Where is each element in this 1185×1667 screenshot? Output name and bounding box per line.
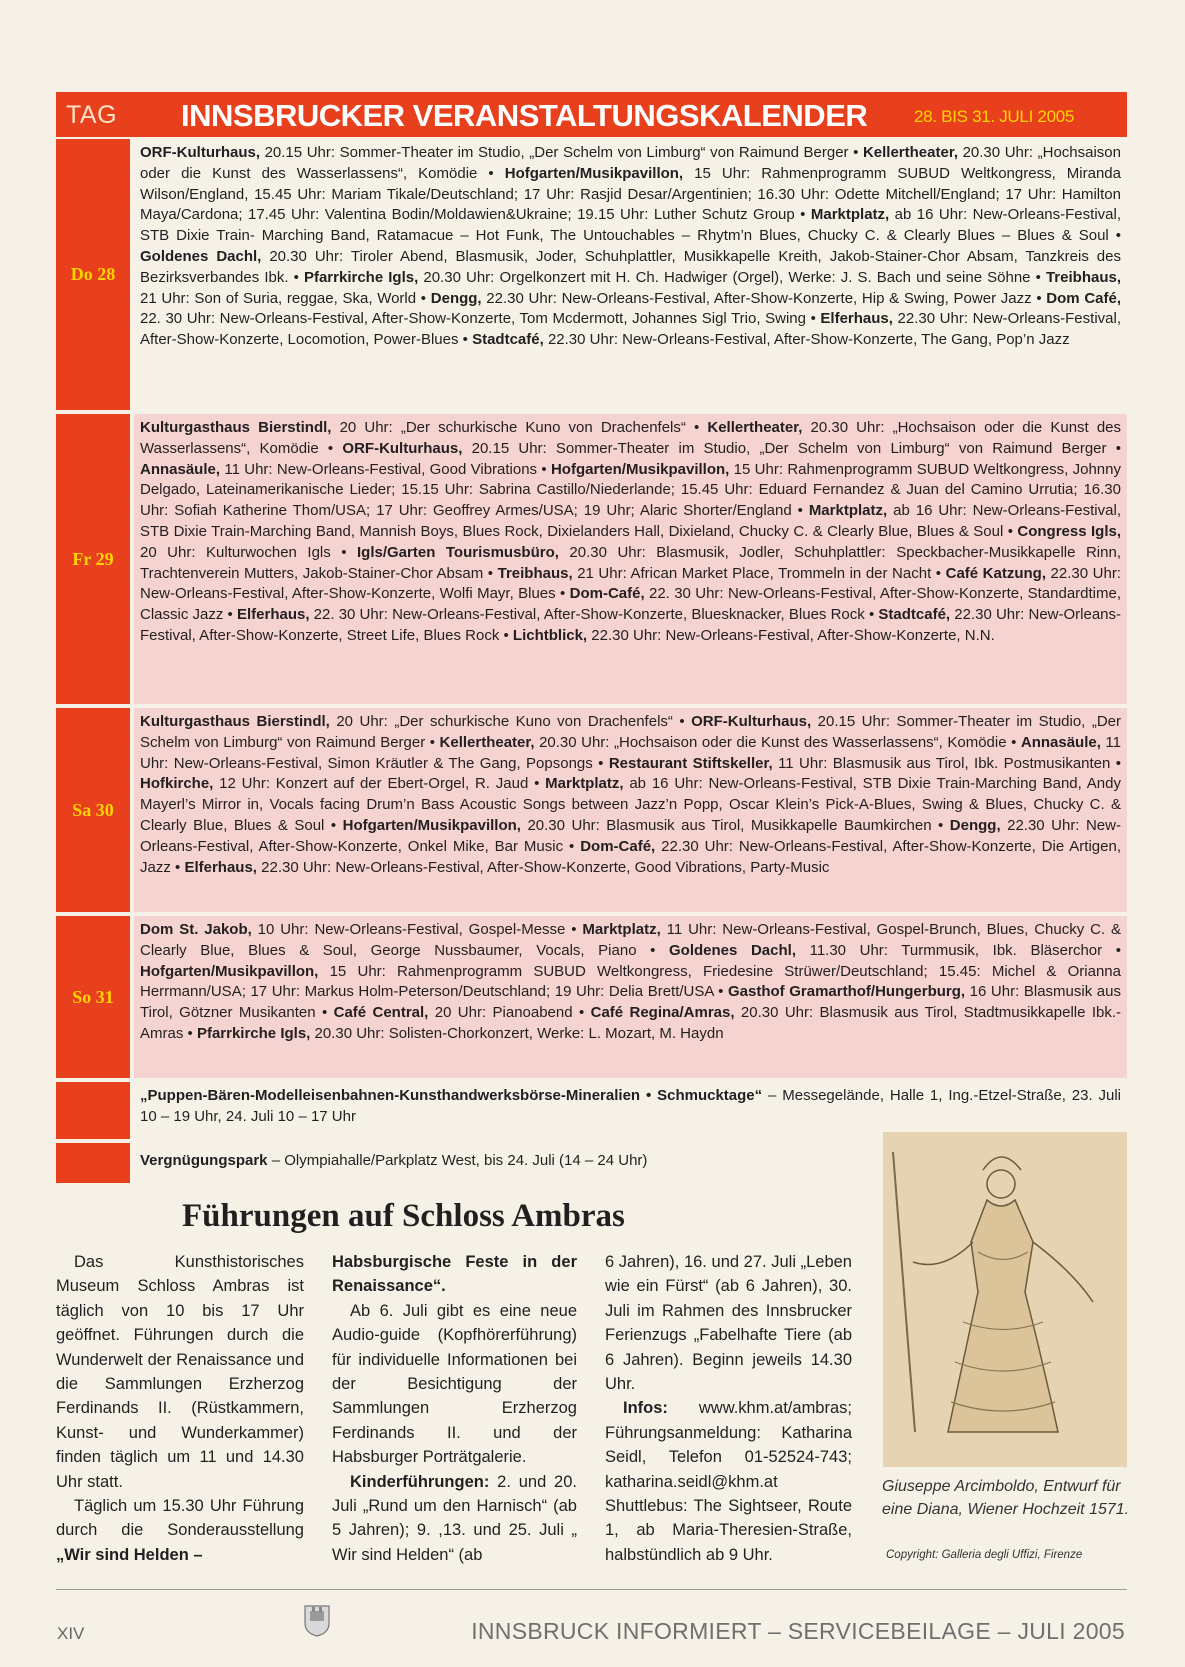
venue-name: ORF-Kulturhaus, (342, 439, 463, 457)
venue-name: Kulturgasthaus Bierstindl, (140, 419, 332, 436)
venue-name: Restaurant Stiftskeller, (608, 754, 773, 772)
article-bold: Infos: (623, 1399, 668, 1418)
extra-content (134, 1143, 851, 1183)
event-text: ab 16 Uhr: New-Orleans-Festival, STB Dixie Train- Marching Band, Ratamacue – Hot Funk, The Untouchables – Rhytm’n Blues, Chucky C. & Clearly Blues – Blues & Soul (140, 206, 1121, 245)
event-text: 20 Uhr: Kulturwochen Igls (140, 543, 331, 561)
venue-name: Elferhaus, (236, 606, 310, 624)
venue-name: Stadtcafé, (472, 331, 544, 349)
city-crest-icon (304, 1603, 330, 1637)
event-text: 20 Uhr: „Der schurkische Kuno von Drachenfels“ (331, 419, 686, 436)
bullet-separator: • (1106, 439, 1121, 457)
article-paragraph: 6 Jahren), 16. und 27. Juli „Leben wie ein Fürst“ (ab 6 Jahren), 30. Juli im Rahmen des Innsbrucker Ferienzugs „Fabelhafte Tiere (ab 6 Jahren). Beginn jeweils 14.30 Uhr. (605, 1253, 852, 1394)
extra-text: – Messegelände, Halle 1, Ing.-Etzel-Straße, 23. Juli 10 – 19 Uhr, 24. Juli 10 – 17 Uhr (140, 1087, 1121, 1125)
event-text: 20.30 Uhr: Blasmusik aus Tirol, Musikkapelle Baumkirchen (520, 816, 932, 834)
event-text: 20.30 Uhr: „Hochsaison oder die Kunst des Wasserlassens“, Komödie (534, 733, 1007, 751)
day-label: Do 28 (56, 139, 130, 410)
article-column-2 (332, 1250, 577, 1567)
diana-drawing (883, 1132, 1127, 1467)
page-number: XIV (57, 1624, 85, 1643)
extra-row-park (56, 1143, 851, 1183)
venue-name: Lichtblick, (512, 626, 588, 644)
venue-name: Hofgarten/Musikpavillon, (504, 164, 684, 182)
bullet-separator: • (537, 460, 551, 478)
event-text: 15 Uhr: Rahmenprogramm SUBUD Weltkongress, Johnny Delgado, Lateinamerikanische Lieder; 15.15 Uhr: Sabrina Castillo/Niederlande; 15.45 Uhr: Eduard Fernandez & Juan del Camino Urrutia; 16.30 Uhr: Sofiah Katherine Thom/USA; 17 Uhr: Geoffrey Armes/USA; 19 Uhr; Alaric Shorter/England (140, 460, 1121, 520)
bullet-separator: • (592, 754, 609, 772)
event-text: 20 Uhr: „Der schurkische Kuno von Drachenfels“ (329, 713, 673, 730)
event-text: 22.30 Uhr: New-Orleans-Festival, After-Show-Konzerte, N.N. (587, 626, 995, 644)
event-text: 11 Uhr: Blasmusik aus Tirol, Ibk. Postmusikanten (772, 754, 1111, 772)
day-content (134, 916, 1127, 1078)
article-text: Täglich um 15.30 Uhr Führung durch die Sonderausstellung (56, 1497, 304, 1540)
bullet-separator: • (805, 310, 821, 328)
venue-name: Dom-Café, (580, 837, 656, 855)
day-label: Sa 30 (56, 708, 130, 912)
bullet-separator: • (672, 713, 692, 730)
bullet-separator: • (931, 564, 946, 582)
event-text: 20.15 Uhr: Sommer-Theater im Studio, „Der Schelm von Limburg“ von Raimund Berger (462, 439, 1107, 457)
venue-name: Marktplatz, (810, 206, 890, 224)
event-text: ab 16 Uhr: New-Orleans-Festival, STB Dixie Train-Marching Band, Mannish Boys, Blues Rock, Dixielanders Hall, Dixieland, Chucky C. & Clearly Blue, Blues & Soul (140, 502, 1121, 540)
event-text: ab 16 Uhr: New-Orleans-Festival, STB Dixie Train-Marching Band, Andy Mayerl’s Mirror in, Vocals facing Drum’n Bass Acoustic Songs between Jazz’n Popp, Oscar Klein’s Pick-A-Blues, Swing & Blues, Chucky C. & Clearly Blue, Blues & Soul (140, 775, 1121, 834)
day-row-fr29 (56, 414, 1127, 704)
day-content (134, 708, 1127, 912)
event-text: 22. 30 Uhr: New-Orleans-Festival, After-Show-Konzerte, Bluesknacker, Blues Rock (309, 606, 865, 624)
article-paragraph (605, 1396, 852, 1567)
event-text: 20 Uhr: Pianoabend (428, 1004, 573, 1022)
event-text: 22.30 Uhr: New-Orleans-Festival, After-Show-Konzerte, Die Artigen, Jazz (140, 837, 1121, 876)
bullet-separator: • (416, 289, 431, 307)
venue-name: Annasäule, (1020, 733, 1101, 751)
bullet-separator: • (931, 816, 950, 834)
event-text: 20.15 Uhr: Sommer-Theater im Studio, „Der Schelm von Limburg“ von Raimund Berger (260, 144, 849, 161)
venue-name: Café Central, (333, 1004, 429, 1022)
event-text: 20.30 Uhr: „Hochsaison oder die Kunst des Wasserlassens“, Komödie (140, 144, 1121, 182)
extra-text: – Olympiahalle/Parkplatz West, bis 24. Juli (14 – 24 Uhr) (267, 1152, 648, 1169)
day-label-empty (56, 1082, 130, 1139)
event-text: 22. 30 Uhr: New-Orleans-Festival, After-Show-Konzerte, Tom Mcdermott, Johannes Sigl Trio, Swing (140, 310, 806, 328)
venue-name: Dom Café, (1046, 289, 1121, 307)
bullet-separator: • (318, 439, 343, 457)
article-bold: Kinderführungen: (350, 1472, 490, 1491)
bullet-separator: • (848, 144, 863, 161)
article-column-1 (56, 1250, 304, 1567)
bullet-separator: • (458, 331, 473, 349)
venue-name: Pfarrkirche Igls, (303, 268, 419, 286)
event-text: 20.15 Uhr: Sommer-Theater im Studio, „Der Schelm von Limburg“ von Raimund Berger (140, 713, 1121, 751)
bullet-separator: • (1003, 522, 1018, 540)
day-label: So 31 (56, 916, 130, 1078)
bullet-separator: • (183, 1024, 197, 1042)
event-text: 11 Uhr: New-Orleans-Festival, Good Vibrations (220, 460, 538, 478)
diana-figure-icon (883, 1132, 1127, 1467)
event-text: 21 Uhr: African Market Place, Trommeln in der Nacht (572, 564, 932, 582)
event-text: 20.30 Uhr: Blasmusik, Jodler, Schuhplattler: Speckbacher-Musikkapelle Rinn, Trachtenverein Mutters, Jakob-Stainer-Chor Absam (140, 543, 1121, 582)
article-bold: Habsburgische Feste in der Renaissance“. (332, 1253, 577, 1296)
venue-name: Goldenes Dachl, (669, 941, 796, 959)
bullet-separator: • (499, 626, 513, 644)
venue-name: Marktplatz, (808, 502, 888, 520)
venue-name: Kulturgasthaus Bierstindl, (140, 713, 330, 730)
venue-name: Gasthof Gramarthof/Hungerburg, (727, 983, 966, 1001)
venue-name: Annasäule, (140, 460, 221, 478)
venue-name: Marktplatz, (582, 921, 661, 938)
footer-divider (56, 1589, 1127, 1590)
event-text: 20.30 Uhr: Blasmusik aus Tirol, Stadtmusikkapelle Ibk.-Amras (140, 1004, 1121, 1042)
venue-name: Hofkirche, (140, 775, 214, 793)
event-text: 16 Uhr: Blasmusik aus Tirol, Götzner Musikanten (140, 983, 1121, 1022)
event-text: 22. 30 Uhr: New-Orleans-Festival, After-Show-Konzerte, Standardtime, Classic Jazz (140, 585, 1122, 624)
bullet-separator: • (1110, 754, 1122, 772)
day-content (134, 414, 1127, 704)
event-text: 11 Uhr: New-Orleans-Festival, Gospel-Brunch, Blues, Chucky C. & Clearly Blue, Blues & Soul, George Nussbaumer, Vocals, Piano (140, 921, 1121, 959)
venue-name: Pfarrkirche Igls, (196, 1024, 311, 1042)
article-paragraph (56, 1494, 304, 1567)
event-text: 11 Uhr: New-Orleans-Festival, Simon Kräutler & The Gang, Popsongs (140, 733, 1121, 772)
article-text: 2. und 20. Juli „Rund um den Harnisch“ (ab 5 Jahren); 9. ,13. und 25. Juli „ Wir sind Helden“ (ab (332, 1472, 577, 1564)
day-row-sa30 (56, 708, 1127, 912)
event-text: 20.30 Uhr: Solisten-Chorkonzert, Werke: L. Mozart, M. Haydn (310, 1024, 724, 1042)
event-text: 10 Uhr: New-Orleans-Festival, Gospel-Messe (251, 921, 566, 938)
venue-name: Congress Igls, (1017, 522, 1122, 540)
bullet-separator: • (636, 941, 670, 959)
bullet-separator: • (483, 564, 498, 582)
bullet-separator: • (864, 606, 879, 624)
header-dates: 28. BIS 31. JULI 2005 (914, 107, 1075, 126)
bullet-separator: • (315, 1004, 334, 1022)
bullet-separator: • (791, 502, 809, 520)
bullet-separator: • (170, 858, 185, 876)
venue-name: Stadtcafé, (878, 606, 951, 624)
bullet-separator: • (572, 1004, 591, 1022)
venue-name: Igls/Garten Tourismusbüro, (357, 543, 559, 561)
venue-name: Café Regina/Amras, (590, 1004, 735, 1022)
venue-name: Dengg, (949, 816, 1001, 834)
header-tag: TAG (66, 101, 118, 129)
article-paragraph: Ab 6. Juli gibt es eine neue Audio-guide (Kopfhörerführung) für individuelle Informationen bei der Besichtigung der Sammlungen Erzherzog Ferdinands II. und der Habsburger Porträtgalerie. (332, 1301, 577, 1467)
article-subhead (332, 1250, 577, 1299)
event-text: 21 Uhr: Son of Suria, reggae, Ska, World (140, 289, 417, 307)
image-copyright: Copyright: Galleria degli Uffizi, Firenze (886, 1549, 1083, 1561)
event-text: 11.30 Uhr: Turmmusik, Ibk. Bläserchor (795, 941, 1103, 959)
bullet-separator: • (425, 733, 440, 751)
event-text: 22.30 Uhr: New-Orleans-Festival, After-Show-Konzerte, Onkel Mike, Bar Music (140, 816, 1121, 855)
image-caption: Giuseppe Arcimboldo, Entwurf für eine Diana, Wiener Hochzeit 1571. (882, 1478, 1130, 1518)
event-text: 22.30 Uhr: New-Orleans-Festival, After-Show-Konzerte, Hip & Swing, Power Jazz (481, 289, 1032, 307)
bullet-separator: • (1030, 268, 1046, 286)
extra-content (134, 1082, 1127, 1139)
event-text: 15 Uhr: Rahmenprogramm SUBUD Weltkongress, Miranda Wilson/England, 15.45 Uhr: Mariam Tikale/Deutschland; 17 Uhr: Rasjid Desar/Argentinien; 16.30 Uhr: Odette Mitchell/England; 17 Uhr: Hamilton Maya/Cardona; 17.45 Uhr: Valentina Bodin/Moldawien&Ukraine; 19.15 Uhr: Luther Schutz Group (140, 164, 1121, 224)
event-text: 12 Uhr: Konzert auf der Ebert-Orgel, R. Jaud (213, 775, 529, 793)
venue-name: Treibhaus, (1045, 268, 1121, 286)
venue-name: Goldenes Dachl, (140, 247, 262, 265)
article-paragraph (332, 1470, 577, 1568)
extra-title: Vergnügungspark (140, 1152, 268, 1169)
bullet-separator: • (794, 206, 811, 224)
bullet-separator: • (1006, 733, 1021, 751)
venue-name: Hofgarten/Musikpavillon, (342, 816, 521, 834)
venue-name: Kellertheater, (439, 733, 535, 751)
day-label-empty (56, 1143, 130, 1183)
article-title: Führungen auf Schloss Ambras (182, 1198, 625, 1234)
bullet-separator: • (324, 816, 343, 834)
event-text: 22.30 Uhr: New-Orleans-Festival, After-Show-Konzerte, Street Life, Blues Rock (140, 606, 1122, 644)
bullet-separator: • (1108, 227, 1122, 245)
bullet-separator: • (555, 585, 570, 603)
event-text: 22.30 Uhr: New-Orleans-Festival, After-Show-Konzerte, Wolfi Mayr, Blues (140, 564, 1121, 603)
venue-name: ORF-Kulturhaus, (691, 713, 812, 730)
venue-name: Marktplatz, (545, 775, 624, 793)
bullet-separator: • (565, 921, 583, 938)
venue-name: Elferhaus, (820, 310, 893, 328)
event-text: 22.30 Uhr: New-Orleans-Festival, After-Show-Konzerte, Good Vibrations, Party-Music (256, 858, 830, 876)
day-content (134, 139, 1127, 410)
bullet-separator: • (288, 268, 304, 286)
venue-name: Dom St. Jakob, (140, 921, 252, 938)
day-row-do28 (56, 139, 1127, 410)
venue-name: Dom-Café, (569, 585, 645, 603)
header-title: INNSBRUCKER VERANSTALTUNGSKALENDER (181, 98, 868, 133)
venue-name: Elferhaus, (184, 858, 257, 876)
article-text: www.khm.at/ambras; Führungsanmeldung: Katharina Seidl, Telefon 01-52524-743; katharina.seidl@khm.at Shuttlebus: The Sightseer, Route 1, ab Maria-Theresien-Straße, halbstündlich ab 9 Uhr. (605, 1399, 852, 1564)
venue-name: Kellertheater, (862, 144, 958, 161)
article-bold: „Wir sind Helden – (56, 1545, 203, 1564)
bullet-separator: • (223, 606, 237, 624)
event-text: 15 Uhr: Rahmenprogramm SUBUD Weltkongress, Friedesine Strüwer/Deutschland; 15.45: Michel & Orianna Herrmann/USA; 17 Uhr: Markus Holm-Peterson/Deutschland; 19 Uhr: Delia Brett/USA (140, 962, 1121, 1001)
venue-name: Café Katzung, (945, 564, 1046, 582)
bullet-separator: • (477, 164, 505, 182)
bullet-separator: • (528, 775, 546, 793)
day-row-so31 (56, 916, 1127, 1078)
venue-name: Treibhaus, (497, 564, 573, 582)
event-text: 20.30 Uhr: „Hochsaison oder die Kunst des Wasserlassens“, Komödie (140, 419, 1121, 457)
bullet-separator: • (563, 837, 581, 855)
venue-name: Hofgarten/Musikpavillon, (140, 962, 319, 980)
bullet-separator: • (685, 419, 708, 436)
venue-name: Kellertheater, (707, 419, 803, 436)
venue-name: ORF-Kulturhaus, (140, 144, 260, 161)
extra-title: „Puppen-Bären-Modelleisenbahnen-Kunsthandwerksbörse-Mineralien • Schmucktage“ (140, 1087, 763, 1104)
event-text: 22.30 Uhr: New-Orleans-Festival, After-Show-Konzerte, Locomotion, Power-Blues (140, 310, 1121, 349)
article-column-3 (605, 1250, 852, 1567)
footer-text: INNSBRUCK INFORMIERT – SERVICEBEILAGE – JULI 2005 (471, 1618, 1125, 1644)
calendar-header (56, 92, 1127, 137)
bullet-separator: • (330, 543, 357, 561)
article-paragraph: Das Kunsthistorisches Museum Schloss Ambras ist täglich von 10 bis 17 Uhr geöffnet. Führungen durch die Wunderwelt der Renaissance und die Sammlungen Erzherzog Ferdinands II. (Rüstkammern, Kunst- und Wunderkammer) finden täglich um 11 und 14.30 Uhr statt. (56, 1253, 304, 1491)
event-text: 20.30 Uhr: Tiroler Abend, Blasmusik, Joder, Schuhplattler, Musikkapelle Kreith, Jakob-Stainer-Chor Absam, Tanzkreis des Bezirksverbandes Ibk. (140, 247, 1121, 286)
day-label: Fr 29 (56, 414, 130, 704)
event-text: 22.30 Uhr: New-Orleans-Festival, After-Show-Konzerte, The Gang, Pop’n Jazz (543, 331, 1070, 349)
bullet-separator: • (1031, 289, 1047, 307)
event-text: 20.30 Uhr: Orgelkonzert mit H. Ch. Hadwiger (Orgel), Werke: J. S. Bach und seine Söhne (418, 268, 1031, 286)
venue-name: Hofgarten/Musikpavillon, (550, 460, 730, 478)
venue-name: Dengg, (430, 289, 482, 307)
extra-row-boerse (56, 1082, 1127, 1139)
bullet-separator: • (713, 983, 728, 1001)
bullet-separator: • (1102, 941, 1121, 959)
